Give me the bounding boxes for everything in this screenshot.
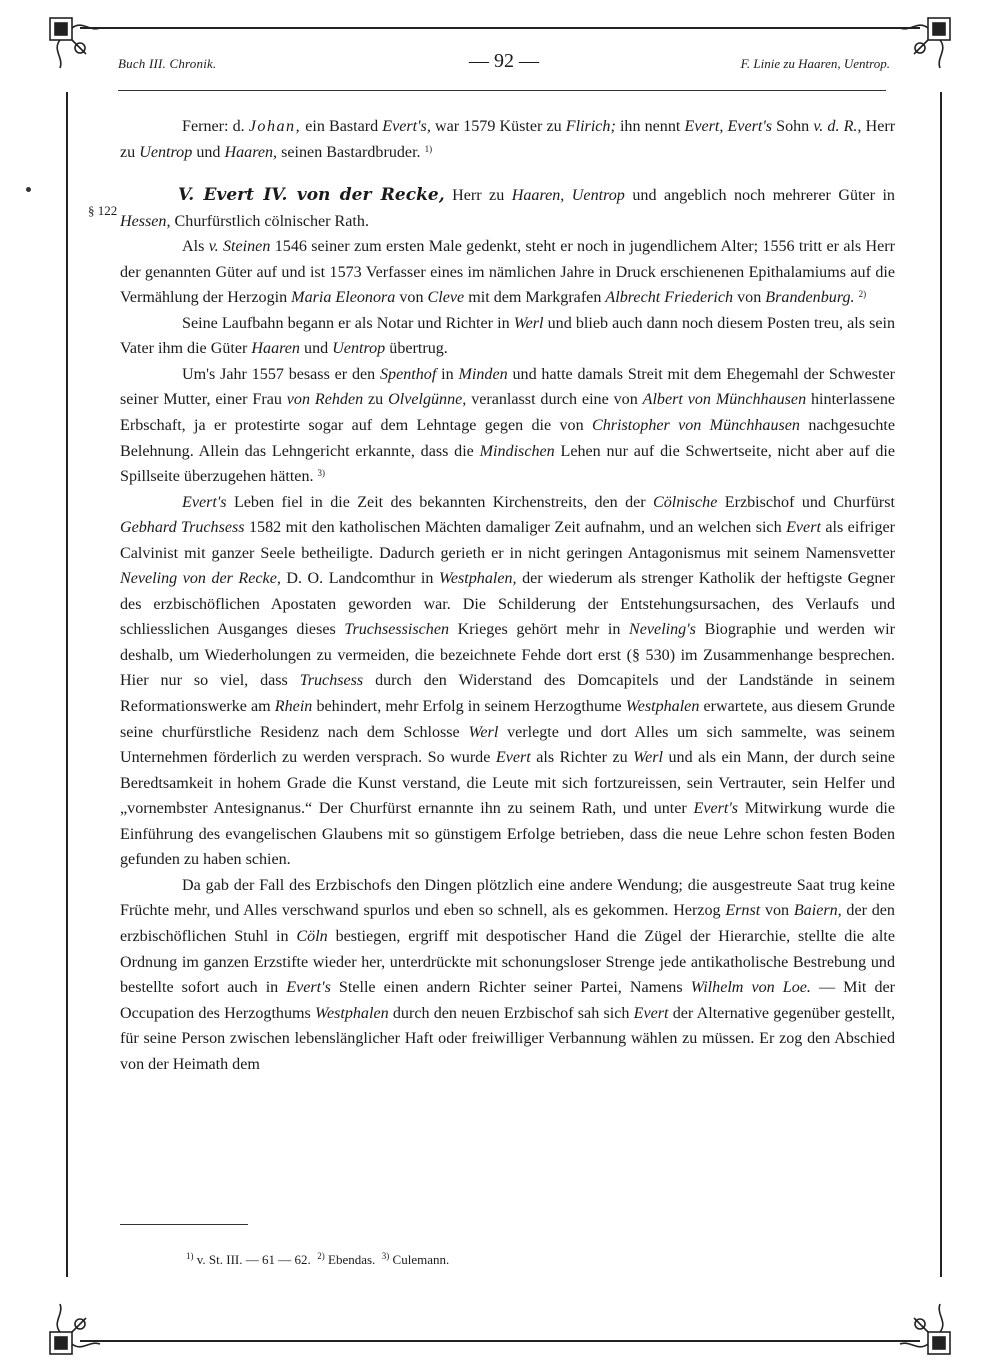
ink-speck — [25, 186, 32, 193]
paragraph-6: Evert's Leben fiel in die Zeit des bekannten Kirchenstreits, den der Cölnische Erzbischof und Churfürst Gebhard Truchsess 1582 mit den katholischen Mächten damaliger Zeit aufnahm, und an welchen sich Evert als eifriger Calvinist mit ganzer Seele betheiligte. Dadurch gerieth er in nicht geringen Antagonismus mit seinem Namensvetter Neveling von der Recke, D. O. Landcomthur in Westphalen, der wiederum als strenger Katholik der heftigste Gegner des erzbischöflichen Apostaten geworden war. Die Schilderung der Entstehungsursachen, des Verlaufs und schliesslichen Ausganges dieses Truchsessischen Krieges gehört mehr in Neveling's Biographie und werden wir deshalb, um Wiederholungen zu vermeiden, die bezeichnete Fehde dort erst (§ 530) im Zusammenhange besprechen. Hier nur so viel, dass Truchsess durch den Widerstand des Domcapitels und der Landstände in seinem Reformationswerke am Rhein behindert, mehr Erfolg in seinem Herzogthume Westphalen erwartete, aus diesem Grunde seine churfürstliche Residenz nach dem Schlosse Werl verlegte und dort Alles um sich sammelte, was seinem Unternehmen förderlich zu werden versprach. So wurde Evert als Richter zu Werl und als ein Mann, der durch seine Beredtsamkeit in hohem Grade die Kunst verstand, die Leute mit sich fortzureissen, sein Vertrauter, sein Helfer und „vornembster Antesignanus.“ Der Churfürst ernannte ihn zu seinem Rath, und unter Evert's Mitwirkung wurde die Einführung des evangelischen Glaubens mit so günstigem Erfolge betrieben, dass die neue Lehre schon festen Boden gefunden zu haben schien. — [120, 493, 896, 869]
paragraph-4: Seine Laufbahn begann er als Notar und Richter in Werl und blieb auch dann noch diesem Posten treu, als sein Vater ihm die Güter Haaren und Uentrop übertrug. — [120, 314, 895, 358]
header-line-title: F. Linie zu Haaren, Uentrop. — [740, 56, 890, 71]
footnote-ref-2: 2) — [858, 289, 867, 300]
corner-ornament-top-right-icon — [896, 10, 958, 72]
page-number: — 92 — — [469, 50, 539, 72]
footnote-number-3: 3) — [381, 1251, 390, 1261]
paragraph-5: Um's Jahr 1557 besass er den Spenthof in Minden und hatte damals Streit mit dem Ehegemahl der Schwester seiner Mutter, einer Frau von Rehden zu Olvelgünne, veranlasst durch eine von Albert von Münchhausen hinterlassene Erbschaft, ja er protestirte sogar auf dem Lehntage gegen die von Christopher von Münchhausen nachgesuchte Belehnung. Allein das Lehngericht erkannte, dass die Mindischen Lehen nur auf die Schwertseite, nicht aber auf die Spillseite überzugehen hätten. $^{3)}$ — [120, 365, 896, 486]
paragraph-7: Da gab der Fall des Erzbischofs den Dingen plötzlich eine andere Wendung; die ausgestreute Saat trug keine Früchte mehr, und Alles verschwand spurlos und eben so schnell, als es gekommen. Herzog Ernst von Baiern, der den erzbischöflichen Stuhl in Cöln bestiegen, ergriff mit despotischer Hand die Zügel der Hierarchie, stellte die alte Ordnung im ganzen Erzstifte wieder her, unterdrückte mit schonungsloser Strenge jede antikatholische Bestrebung und bestellte sofort auch in Evert's Stelle einen andern Richter seiner Partei, Namens Wilhelm von Loe. — Mit der Occupation des Herzogthums Westphalen durch den neuen Erzbischof sah sich Evert der Alternative gegenüber gestellt, für seine Person zwischen lebenslänglicher Haft oder freiwilliger Verbannung wählen zu müssen. Er zog den Abschied von der Heimath dem — [120, 876, 896, 1073]
header-book-chapter: Buch III. Chronik. — [118, 56, 217, 71]
footnote-ref-1: 1) — [424, 143, 433, 154]
paragraph-2: V. Evert IV. von der Recke, Herr zu Haaren, Uentrop und angeblich noch mehrerer Güter in Hessen, Churfürstlich cölnischer Rath. — [120, 185, 895, 230]
footnote-ref-3: 3) — [317, 468, 326, 479]
running-header — [118, 50, 890, 74]
footnotes — [186, 1252, 449, 1268]
footnote-rule — [120, 1224, 248, 1225]
footnote-number-2: 2) — [317, 1251, 325, 1261]
frame-left-line — [66, 92, 68, 1277]
footnote-text-1: v. St. III. — 61 — 62. — [196, 1252, 311, 1267]
paragraph-3: Als v. Steinen 1546 seiner zum ersten Male gedenkt, steht er noch in jugendlichem Alter; 1556 tritt er als Herr der genannten Güter auf und ist 1573 Verfasser eines im nämlichen Jahre in Druck erschienenen Epithalamiums auf die Vermählung der Herzogin Maria Eleonora von Cleve mit dem Markgrafen Albrecht Friederich von Brandenburg. $^{2)}$ — [120, 238, 896, 307]
footnote-text-2: Ebendas. — [328, 1252, 376, 1267]
corner-ornament-top-left-icon — [42, 10, 104, 72]
corner-ornament-bottom-right-icon — [896, 1300, 958, 1362]
frame-right-line — [940, 92, 942, 1277]
section-marker: § 122 — [88, 203, 118, 218]
header-rule — [118, 90, 886, 91]
corner-ornament-bottom-left-icon — [42, 1300, 104, 1362]
frame-bottom-line — [80, 1340, 920, 1342]
section-heading: V. Evert IV. von der Recke, — [178, 185, 445, 206]
body-text — [120, 114, 895, 1077]
paragraph-1: Ferner: d. Johan, ein Bastard Evert's, war 1579 Küster zu Flirich; ihn nennt Evert, Evert's Sohn v. d. R., Herr zu Uentrop und Haaren, seinen Bastardbruder. $^{1)}$ — [120, 118, 896, 161]
frame-top-line — [80, 27, 920, 29]
footnote-number-1: 1) — [186, 1251, 194, 1261]
footnote-text-3: Culemann. — [392, 1252, 450, 1267]
